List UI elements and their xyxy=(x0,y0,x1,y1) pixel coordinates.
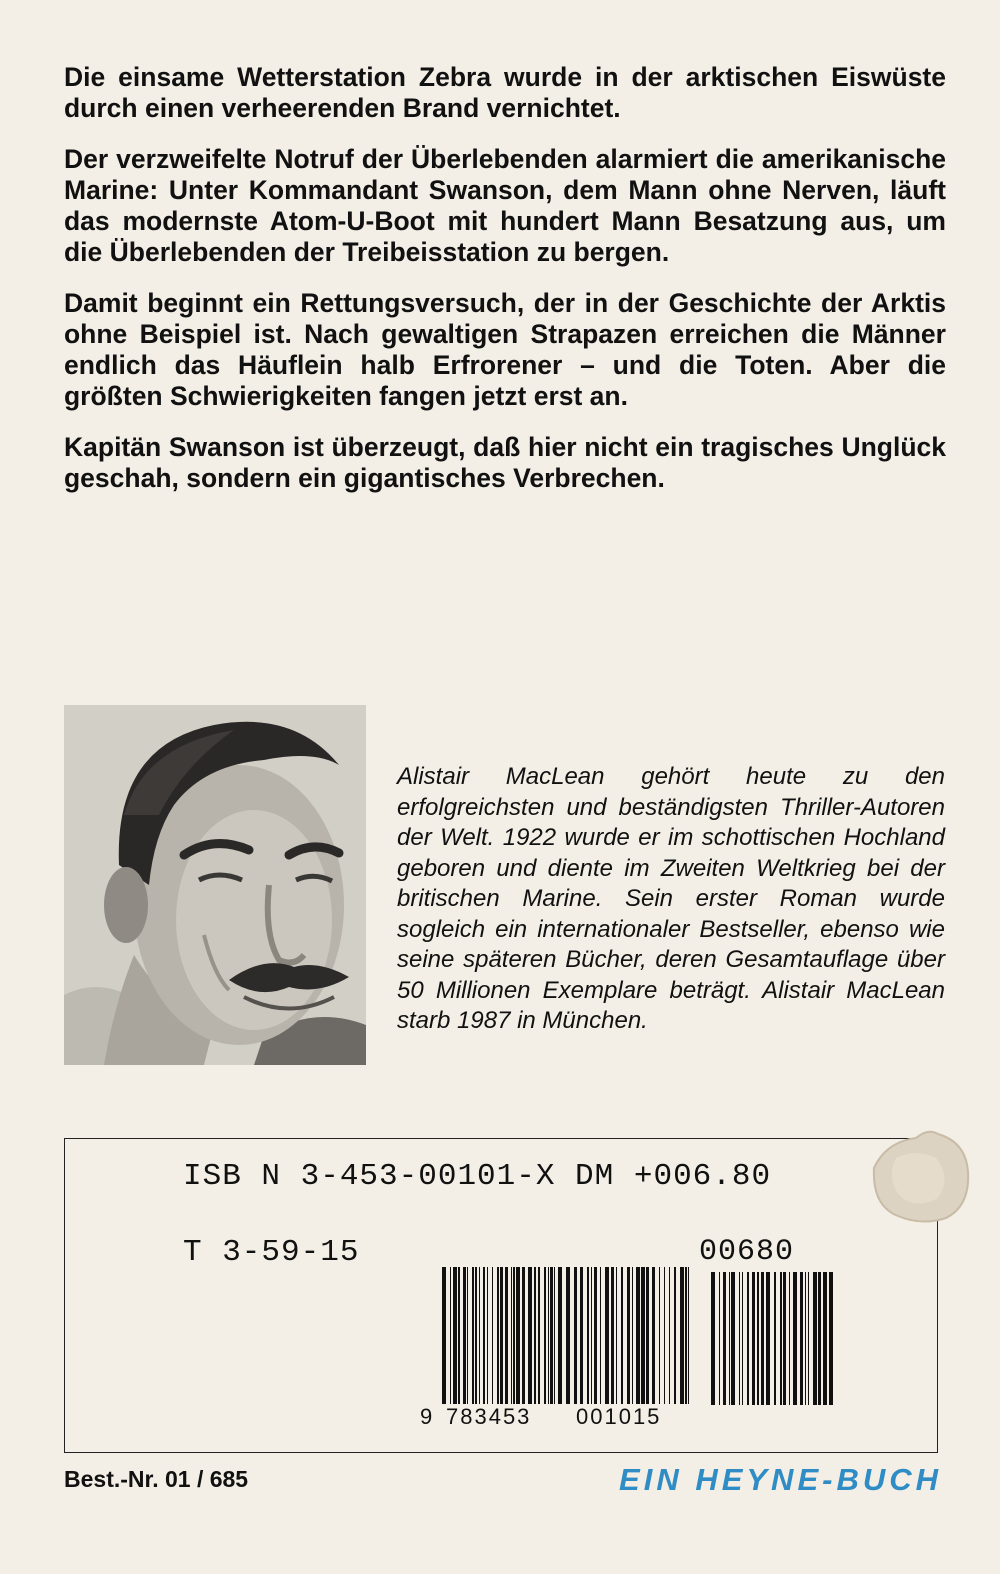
barcode-bar xyxy=(829,1272,833,1405)
barcode-bar xyxy=(813,1272,817,1405)
barcode-bar xyxy=(766,1272,770,1405)
barcode-bar xyxy=(550,1267,553,1405)
barcode-bar xyxy=(793,1272,797,1405)
barcode-bar xyxy=(757,1272,759,1405)
barcode-bar xyxy=(472,1267,474,1405)
barcode-bar xyxy=(594,1267,597,1405)
blurb-text xyxy=(64,62,946,514)
barcode-bar xyxy=(492,1267,493,1405)
barcode-bar xyxy=(774,1272,776,1405)
barcode-bar xyxy=(458,1267,460,1405)
barcode-bar xyxy=(450,1267,451,1425)
ean-digit-left: 783453 xyxy=(442,1404,566,1430)
worn-sticker-mark xyxy=(866,1128,970,1224)
barcode-bar xyxy=(467,1267,468,1405)
ean-digit-right: 001015 xyxy=(566,1404,696,1430)
t-code-line: T 3-59-15 xyxy=(183,1235,360,1270)
barcode-bar xyxy=(723,1272,726,1405)
blurb-paragraph-2: Der verzweifelte Notruf der Überlebenden alarmiert die amerikanische Marine: Unter Kommandant Swanson, dem Mann ohne Nerven, läuft das modernste Atom-U-Boot mit hundert Mann Besatzung aus, um die Überlebenden der Treibeisstation zu bergen. xyxy=(64,144,946,267)
barcode-bar xyxy=(580,1267,583,1405)
barcode-bar xyxy=(453,1267,457,1405)
barcode-bar xyxy=(805,1272,806,1405)
barcode-bar xyxy=(783,1272,786,1405)
barcode-box xyxy=(64,1138,938,1453)
barcode-bar xyxy=(463,1267,466,1405)
addon-number: 00680 xyxy=(699,1235,795,1269)
barcode-bar xyxy=(636,1267,640,1405)
barcode-bar xyxy=(632,1267,633,1405)
ean-digit-prefix: 9 xyxy=(420,1404,433,1429)
barcode-bar xyxy=(591,1267,592,1405)
barcode-bar xyxy=(646,1267,649,1405)
barcode-bar xyxy=(818,1272,821,1405)
barcode-bar xyxy=(669,1267,670,1405)
barcode-bar xyxy=(522,1267,525,1405)
ean-digits xyxy=(420,1404,696,1430)
barcode-bar xyxy=(605,1267,609,1405)
barcode-bar xyxy=(664,1267,665,1405)
barcode-bar xyxy=(483,1267,485,1405)
barcode-bar xyxy=(611,1267,614,1405)
barcode-bar xyxy=(719,1272,720,1405)
barcode-bar xyxy=(479,1267,480,1405)
ean-barcode xyxy=(442,1267,692,1425)
addon-barcode xyxy=(711,1272,835,1425)
barcode-bar xyxy=(747,1272,749,1405)
barcode-bar xyxy=(621,1267,623,1405)
barcode-bar xyxy=(487,1267,488,1405)
barcode-bar xyxy=(513,1267,515,1405)
barcode-bar xyxy=(534,1267,536,1405)
barcode-bar xyxy=(641,1267,645,1405)
barcode-bar xyxy=(548,1267,549,1405)
barcode-bar xyxy=(752,1272,755,1405)
barcode-bar xyxy=(823,1272,827,1405)
publisher-brand: EIN HEYNE-BUCH xyxy=(619,1462,942,1497)
barcode-bar xyxy=(574,1267,577,1405)
barcode-bar xyxy=(500,1267,503,1405)
barcode-bar xyxy=(789,1272,790,1405)
barcode-bar xyxy=(511,1267,512,1405)
barcode-bar xyxy=(680,1267,684,1405)
barcode-bar xyxy=(800,1272,803,1405)
barcode-bar xyxy=(711,1272,715,1405)
barcode-bar xyxy=(538,1267,540,1405)
barcode-bar xyxy=(442,1267,446,1425)
barcode-bar xyxy=(652,1267,655,1405)
barcode-bar xyxy=(544,1267,546,1405)
barcode-bar xyxy=(685,1267,687,1405)
order-number: Best.-Nr. 01 / 685 xyxy=(64,1466,249,1492)
barcode-bar xyxy=(528,1267,532,1405)
barcode-bar xyxy=(742,1272,743,1405)
barcode-bar xyxy=(674,1267,676,1405)
blurb-paragraph-4: Kapitän Swanson ist überzeugt, daß hier nicht ein tragisches Unglück geschah, sondern ein gigantisches Verbrechen. xyxy=(64,432,946,493)
barcode-bar xyxy=(731,1272,735,1405)
barcode-bar xyxy=(729,1272,730,1405)
barcode-bar xyxy=(808,1272,809,1405)
barcode-bar xyxy=(554,1267,555,1405)
isbn-price-line: ISB N 3-453-00101-X DM +006.80 xyxy=(183,1159,772,1194)
barcode-bar xyxy=(780,1272,782,1405)
barcode-bar xyxy=(600,1267,601,1405)
author-photo xyxy=(64,705,366,1065)
barcode-bar xyxy=(659,1267,660,1405)
barcode-bar xyxy=(627,1267,630,1405)
blurb-paragraph-1: Die einsame Wetterstation Zebra wurde in der arktischen Eiswüste durch einen verheerenden Brand vernichtet. xyxy=(64,62,946,123)
author-bio: Alistair MacLean gehört heute zu den erfolgreichsten und beständigsten Thriller-Autoren der Welt. 1922 wurde er im schottischen Hochland geboren und diente im Zweiten Weltkrieg bei der britischen Marine. Sein erster Roman wurde sogleich ein internationaler Bestseller, ebenso wie seine späteren Bücher, deren Gesamtauflage über 50 Millionen Exemplare beträgt. Alistair MacLean starb 1987 in München. xyxy=(397,763,945,1034)
barcode-bar xyxy=(587,1267,589,1405)
barcode-bar xyxy=(739,1272,740,1405)
barcode-bar xyxy=(761,1272,764,1405)
barcode-bar xyxy=(558,1267,562,1405)
blurb-paragraph-3: Damit beginnt ein Rettungsversuch, der in der Geschichte der Arktis ohne Beispiel ist. Nach gewaltigen Strapazen erreichen die Männer endlich das Häuflein halb Erfrorener – und die Toten. Aber die größten Schwierigkeiten fangen jetzt erst an. xyxy=(64,288,946,411)
barcode-bar xyxy=(688,1267,689,1425)
barcode-bar xyxy=(505,1267,508,1405)
barcode-bar xyxy=(516,1267,520,1405)
barcode-bar xyxy=(475,1267,477,1405)
barcode-bar xyxy=(566,1267,570,1425)
barcode-bar xyxy=(497,1267,499,1405)
barcode-bar xyxy=(616,1267,617,1405)
